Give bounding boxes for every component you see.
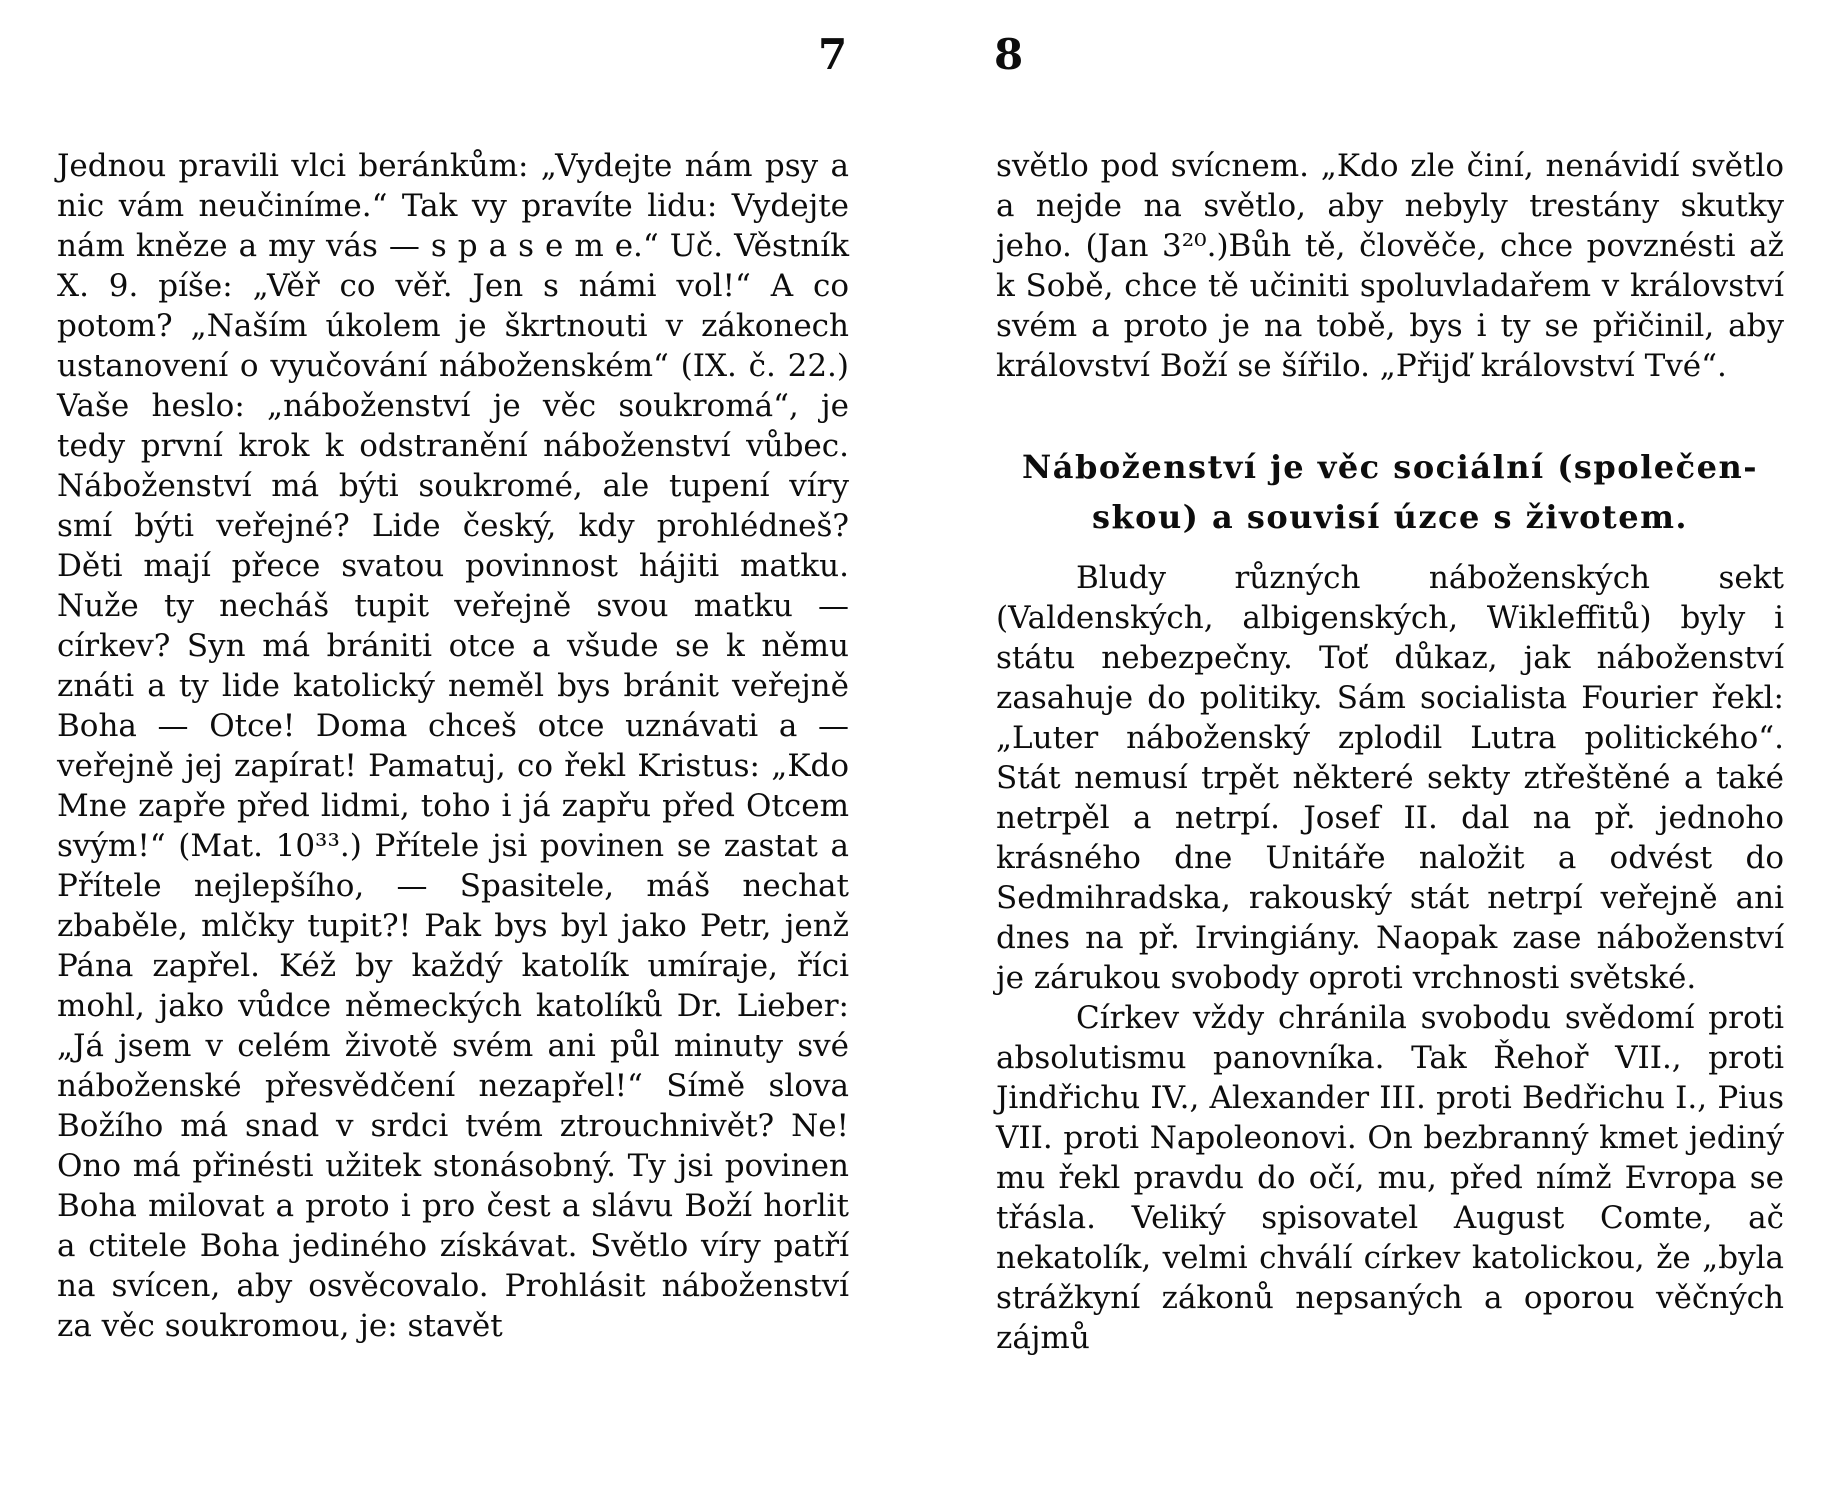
right-page-column — [996, 146, 1784, 1358]
page-number-left: 7 — [818, 30, 848, 79]
page-number-right: 8 — [994, 30, 1024, 79]
left-column-paragraph: Jednou pravili vlci beránkům: „Vydejte nám psy a nic vám neučiníme.“ Tak vy pravíte lidu: Vydejte nám kněze a my vás — s p a s e m e.“ Uč. Věstník X. 9. píše: „Věř co věř. Jen s námi vol!“ A co potom? „Naším úkolem je škrtnouti v zákonech ustanovení o vyučování náboženském“ (IX. č. 22.) Vaše heslo: „náboženství je věc soukromá“, je tedy první krok k odstranění náboženství vůbec. Náboženství má býti soukromé, ale tupení víry smí býti veřejné? Lide český, kdy prohlédneš? Děti mají přece svatou povinnost hájiti matku. Nuže ty necháš tupit veřejně svou matku — církev? Syn má brániti otce a všude se k němu znáti a ty lide katolický neměl bys bránit veřejně Boha — Otce! Doma chceš otce uznávati a — veřejně jej zapírat! Pamatuj, co řekl Kristus: „Kdo Mne zapře před lidmi, toho i já zapřu před Otcem svým!“ (Mat. 10³³.) Přítele jsi povinen se zastat a Přítele nejlepšího, — Spasitele, máš nechat zbaběle, mlčky tupit?! Pak bys byl jako Petr, jenž Pána zapřel. Kéž by každý katolík umíraje, říci mohl, jako vůdce německých katolíků Dr. Lieber: „Já jsem v celém životě svém ani půl minuty své náboženské přesvědčení nezapřel!“ Símě slova Božího má snad v srdci tvém ztrouchnivět? Ne! Ono má přinésti užitek stonásobný. Ty jsi povinen Boha milovat a proto i pro čest a slávu Boží horlit a ctitele Boha jediného získávat. Světlo víry patří na svícen, aby osvěcovalo. Prohlásit náboženství za věc soukromou, je: stavět — [57, 148, 849, 1344]
left-page-column — [57, 146, 849, 1346]
section-heading-line-1: Náboženství je věc sociální (společen- — [1021, 448, 1759, 486]
right-column-paragraph-sects: Bludy různých náboženských sekt (Valdenských, albigenských, Wikleffitů) byly i státu nebezpečny. Toť důkaz, jak náboženství zasahuje do politiky. Sám socialista Fourier řekl: „Luter náboženský zplodil Lutra politického“. Stát nemusí trpět některé sekty ztřeštěné a také netrpěl a netrpí. Josef II. dal na př. jednoho krásného dne Unitáře naložit a odvést do Sedmihradska, rakouský stát netrpí veřejně ani dnes na př. Irvingiány. Naopak zase náboženství je zárukou svobody oproti vrchnosti světské. — [996, 560, 1784, 996]
right-column-opening-paragraph: světlo pod svícnem. „Kdo zle činí, nenávidí světlo a nejde na světlo, aby nebyly trestány skutky jeho. (Jan 3²⁰.)Bůh tě, člověče, chce povznésti až k Sobě, chce tě učiniti spoluvladařem v království svém a proto je na tobě, bys i ty se přičinil, aby království Boží se šířilo. „Přijď království Tvé“. — [996, 148, 1784, 384]
section-heading-line-2: skou) a souvisí úzce s životem. — [1091, 498, 1689, 536]
right-column-paragraph-church: Církev vždy chránila svobodu svědomí proti absolutismu panovníka. Tak Řehoř VII., proti Jindřichu IV., Alexander III. proti Bedřichu I., Pius VII. proti Napoleonovi. On bezbranný kmet jediný mu řekl pravdu do očí, mu, před nímž Evropa se třásla. Veliký spisovatel August Comte, ač nekatolík, velmi chválí církev katolickou, že „byla strážkyní zákonů nepsaných a oporou věčných zájmů — [996, 1000, 1784, 1356]
section-heading — [996, 442, 1784, 542]
